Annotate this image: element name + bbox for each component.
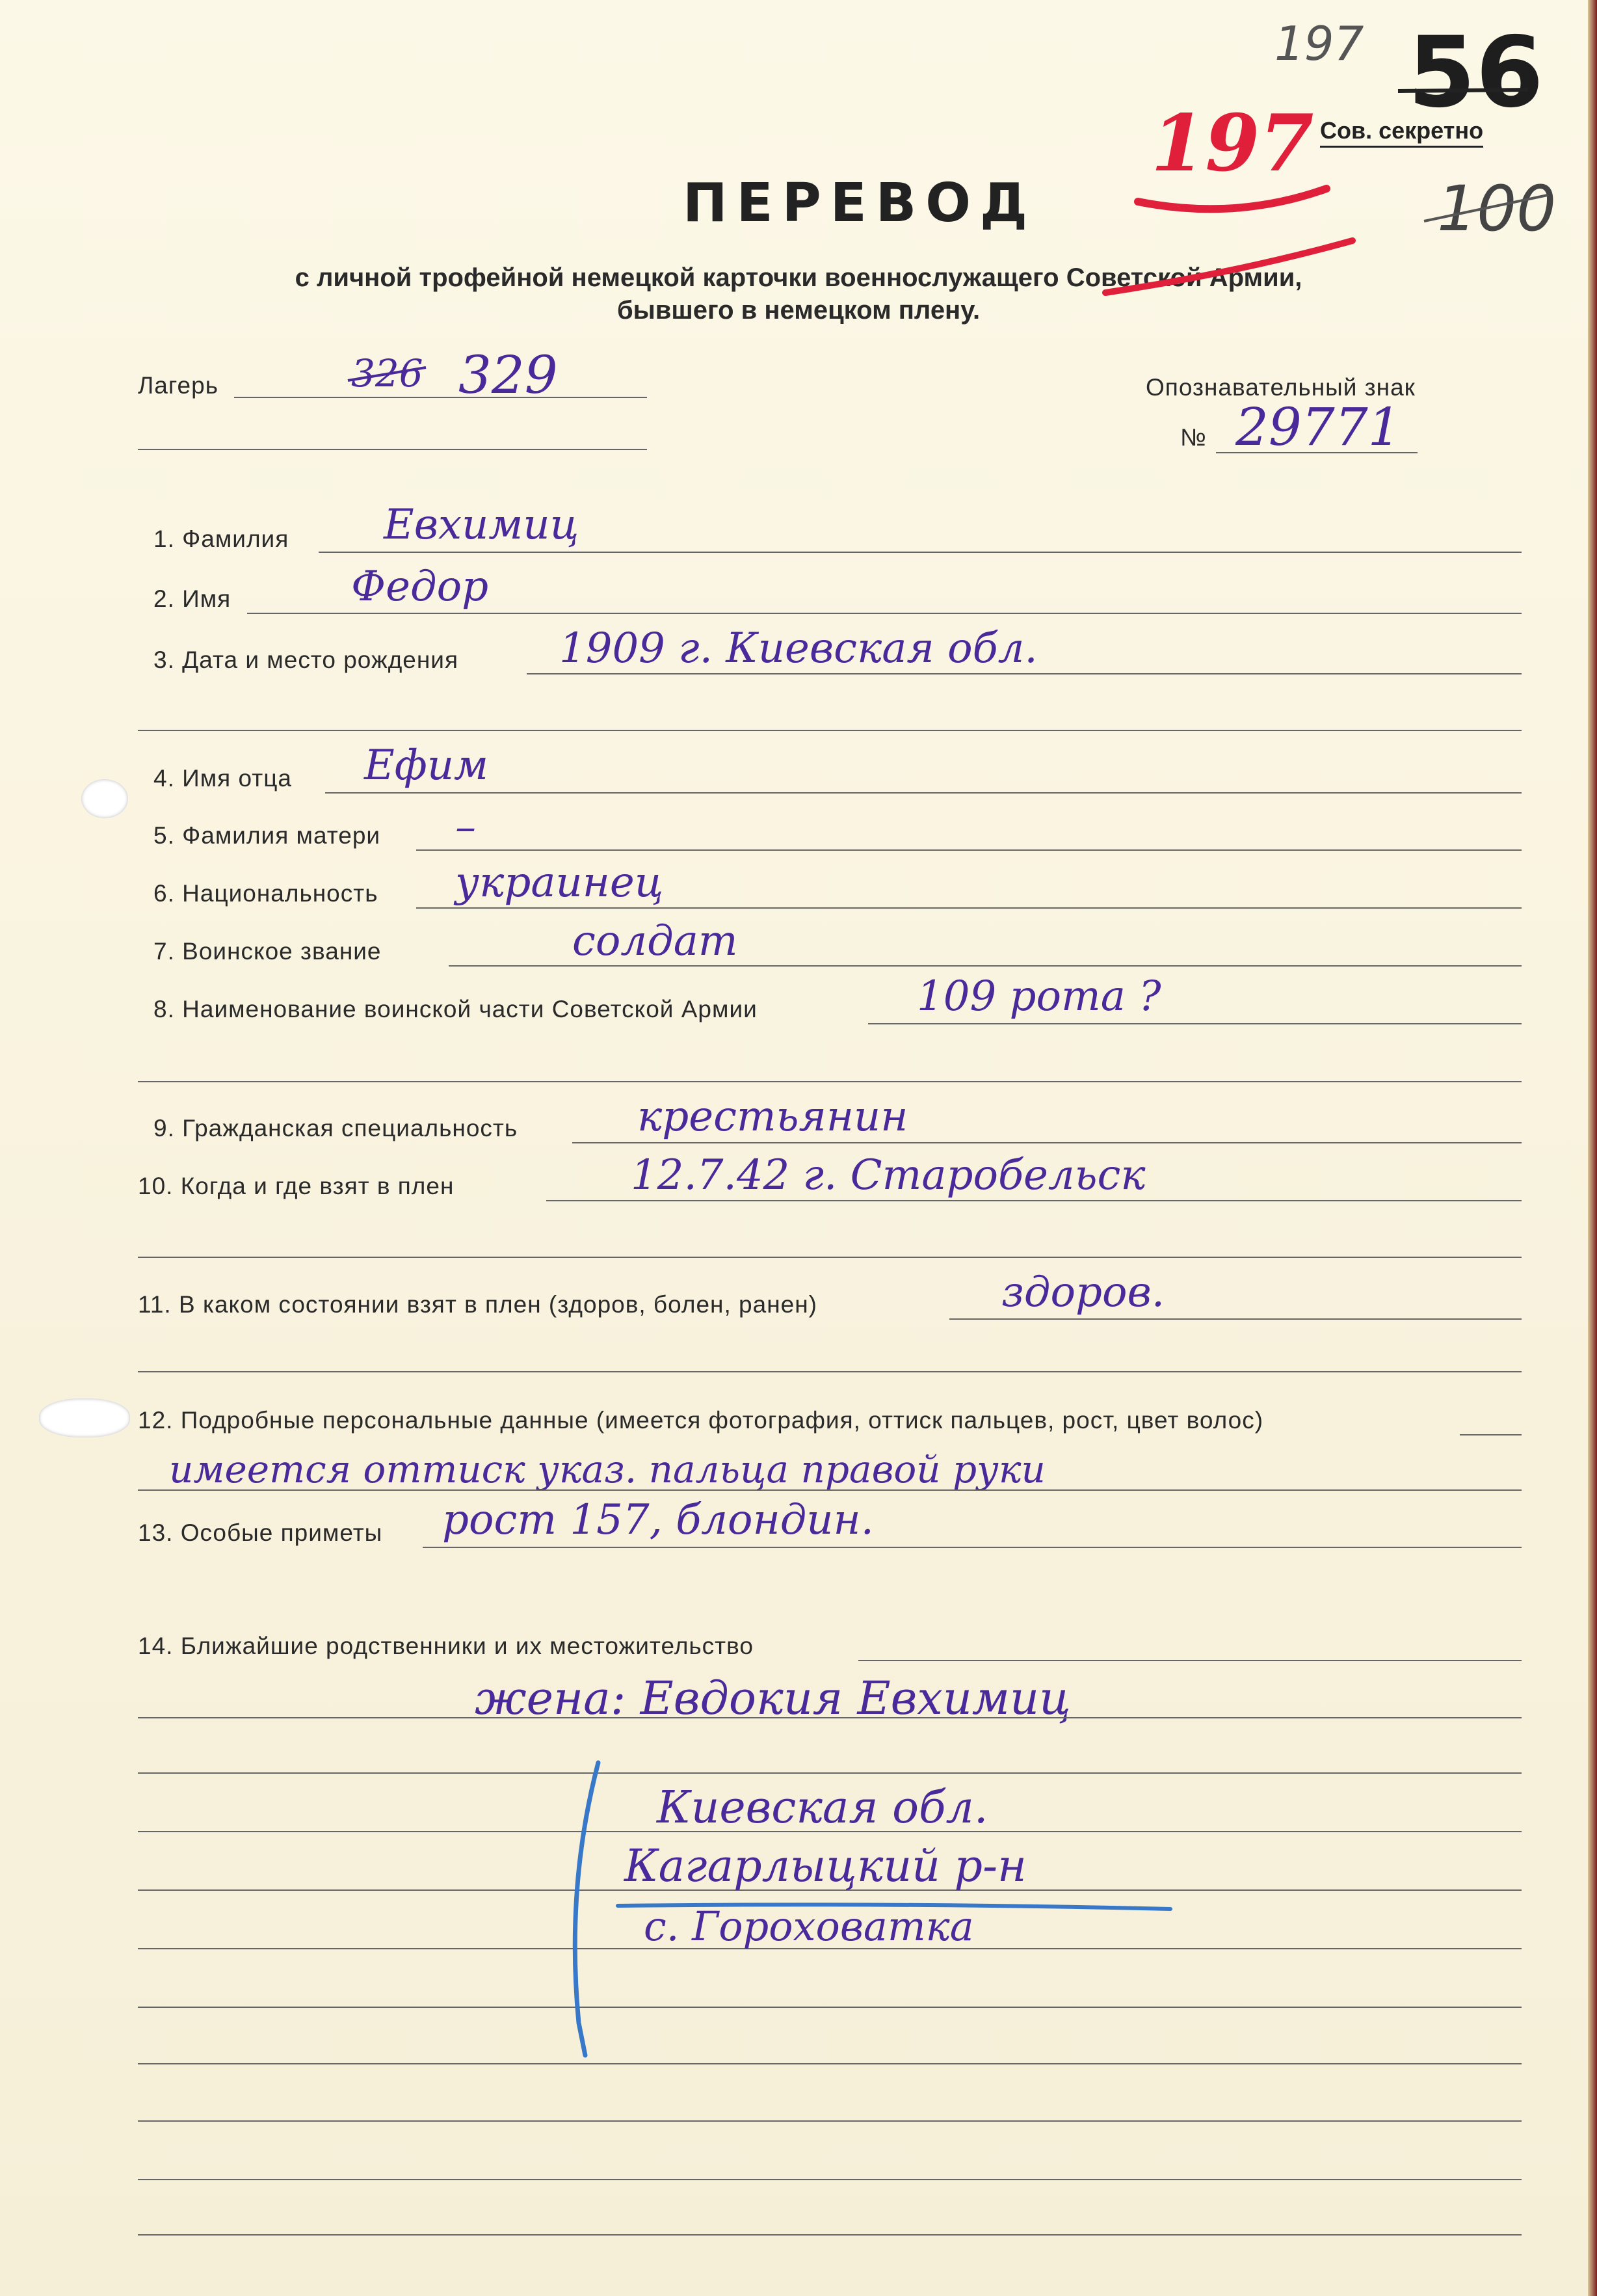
address-line-3: с. Гороховатка: [644, 1902, 974, 1950]
field-1-label: 1. Фамилия: [153, 526, 289, 552]
field-2-value: Федор: [351, 563, 489, 611]
document-title: ПЕРЕВОД: [683, 172, 1036, 234]
document-subtitle-line2: бывшего в немецком плену.: [616, 296, 981, 325]
field-8-label: 8. Наименование воинской части Советской Армии: [153, 996, 758, 1022]
field-12-label: 12. Подробные персональные данные (имеется фотография, оттиск пальцев, рост, цвет волос): [138, 1407, 1264, 1434]
field-8-value: 109 рота ?: [917, 972, 1161, 1021]
strike-archive-big: [1398, 90, 1528, 91]
field-3-value: 1909 г. Киевская обл.: [559, 624, 1038, 673]
strike-archive-crossed: [1424, 195, 1548, 221]
red-underline-mark: [1105, 241, 1353, 293]
field-9-label: 9. Гражданская специальность: [153, 1115, 518, 1141]
id-tag-number-label: №: [1180, 424, 1207, 451]
field-2-label: 2. Имя: [153, 585, 231, 612]
field-11-label: 11. В каком состоянии взят в плен (здоров, болен, ранен): [138, 1291, 817, 1318]
camp-value-crossed: 326: [351, 351, 423, 395]
document-subtitle-line1: с личной трофейной немецкой карточки военнослужащего Советской Армии,: [295, 263, 1302, 292]
address-line-2: Кагарлыцкий р-н: [624, 1841, 1027, 1892]
field-4-value: Ефим: [364, 741, 489, 790]
archive-number-big: 56: [1408, 16, 1544, 129]
field-4-label: 4. Имя отца: [153, 765, 292, 792]
red-cross-mark: [1138, 189, 1326, 209]
address-line-1: Киевская обл.: [657, 1782, 988, 1834]
field-14-label: 14. Ближайшие родственники и их местожительство: [138, 1633, 754, 1659]
field-6-value: украинец: [455, 859, 664, 907]
field-13-value: рост 157, блондин.: [442, 1496, 874, 1544]
blue-bracket-mark: [575, 1763, 598, 2055]
field-7-value: солдат: [572, 917, 738, 965]
field-3-label: 3. Дата и место рождения: [153, 647, 458, 673]
field-11-value: здоров.: [1001, 1268, 1165, 1316]
strike-camp-crossed: [348, 367, 426, 380]
field-7-label: 7. Воинское звание: [153, 938, 382, 965]
field-10-value: 12.7.42 г. Старобельск: [631, 1151, 1146, 1199]
field-6-label: 6. Национальность: [153, 880, 378, 907]
field-5-value: –: [455, 803, 476, 851]
archive-number-top: 197: [1274, 16, 1364, 71]
field-10-label: 10. Когда и где взят в плен: [138, 1173, 455, 1199]
archive-number-crossed: 100: [1437, 172, 1557, 245]
camp-label: Лагерь: [138, 372, 218, 399]
blue-underline-mark: [618, 1904, 1170, 1909]
field-5-label: 5. Фамилия матери: [153, 822, 381, 849]
field-14-value: жена: Евдокия Евхимиц: [475, 1672, 1071, 1725]
classification-stamp: Сов. секретно: [1320, 117, 1483, 148]
field-12-value: имеется оттиск указ. пальца правой руки: [169, 1447, 1046, 1491]
field-13-label: 13. Особые приметы: [138, 1519, 383, 1546]
archive-number-red: 197: [1151, 98, 1314, 189]
camp-value: 329: [458, 345, 558, 405]
field-1-value: Евхимиц: [384, 501, 579, 549]
field-9-value: крестьянин: [637, 1093, 908, 1141]
id-tag-label: Опознавательный знак: [1146, 374, 1416, 401]
id-tag-value: 29771: [1235, 397, 1401, 457]
